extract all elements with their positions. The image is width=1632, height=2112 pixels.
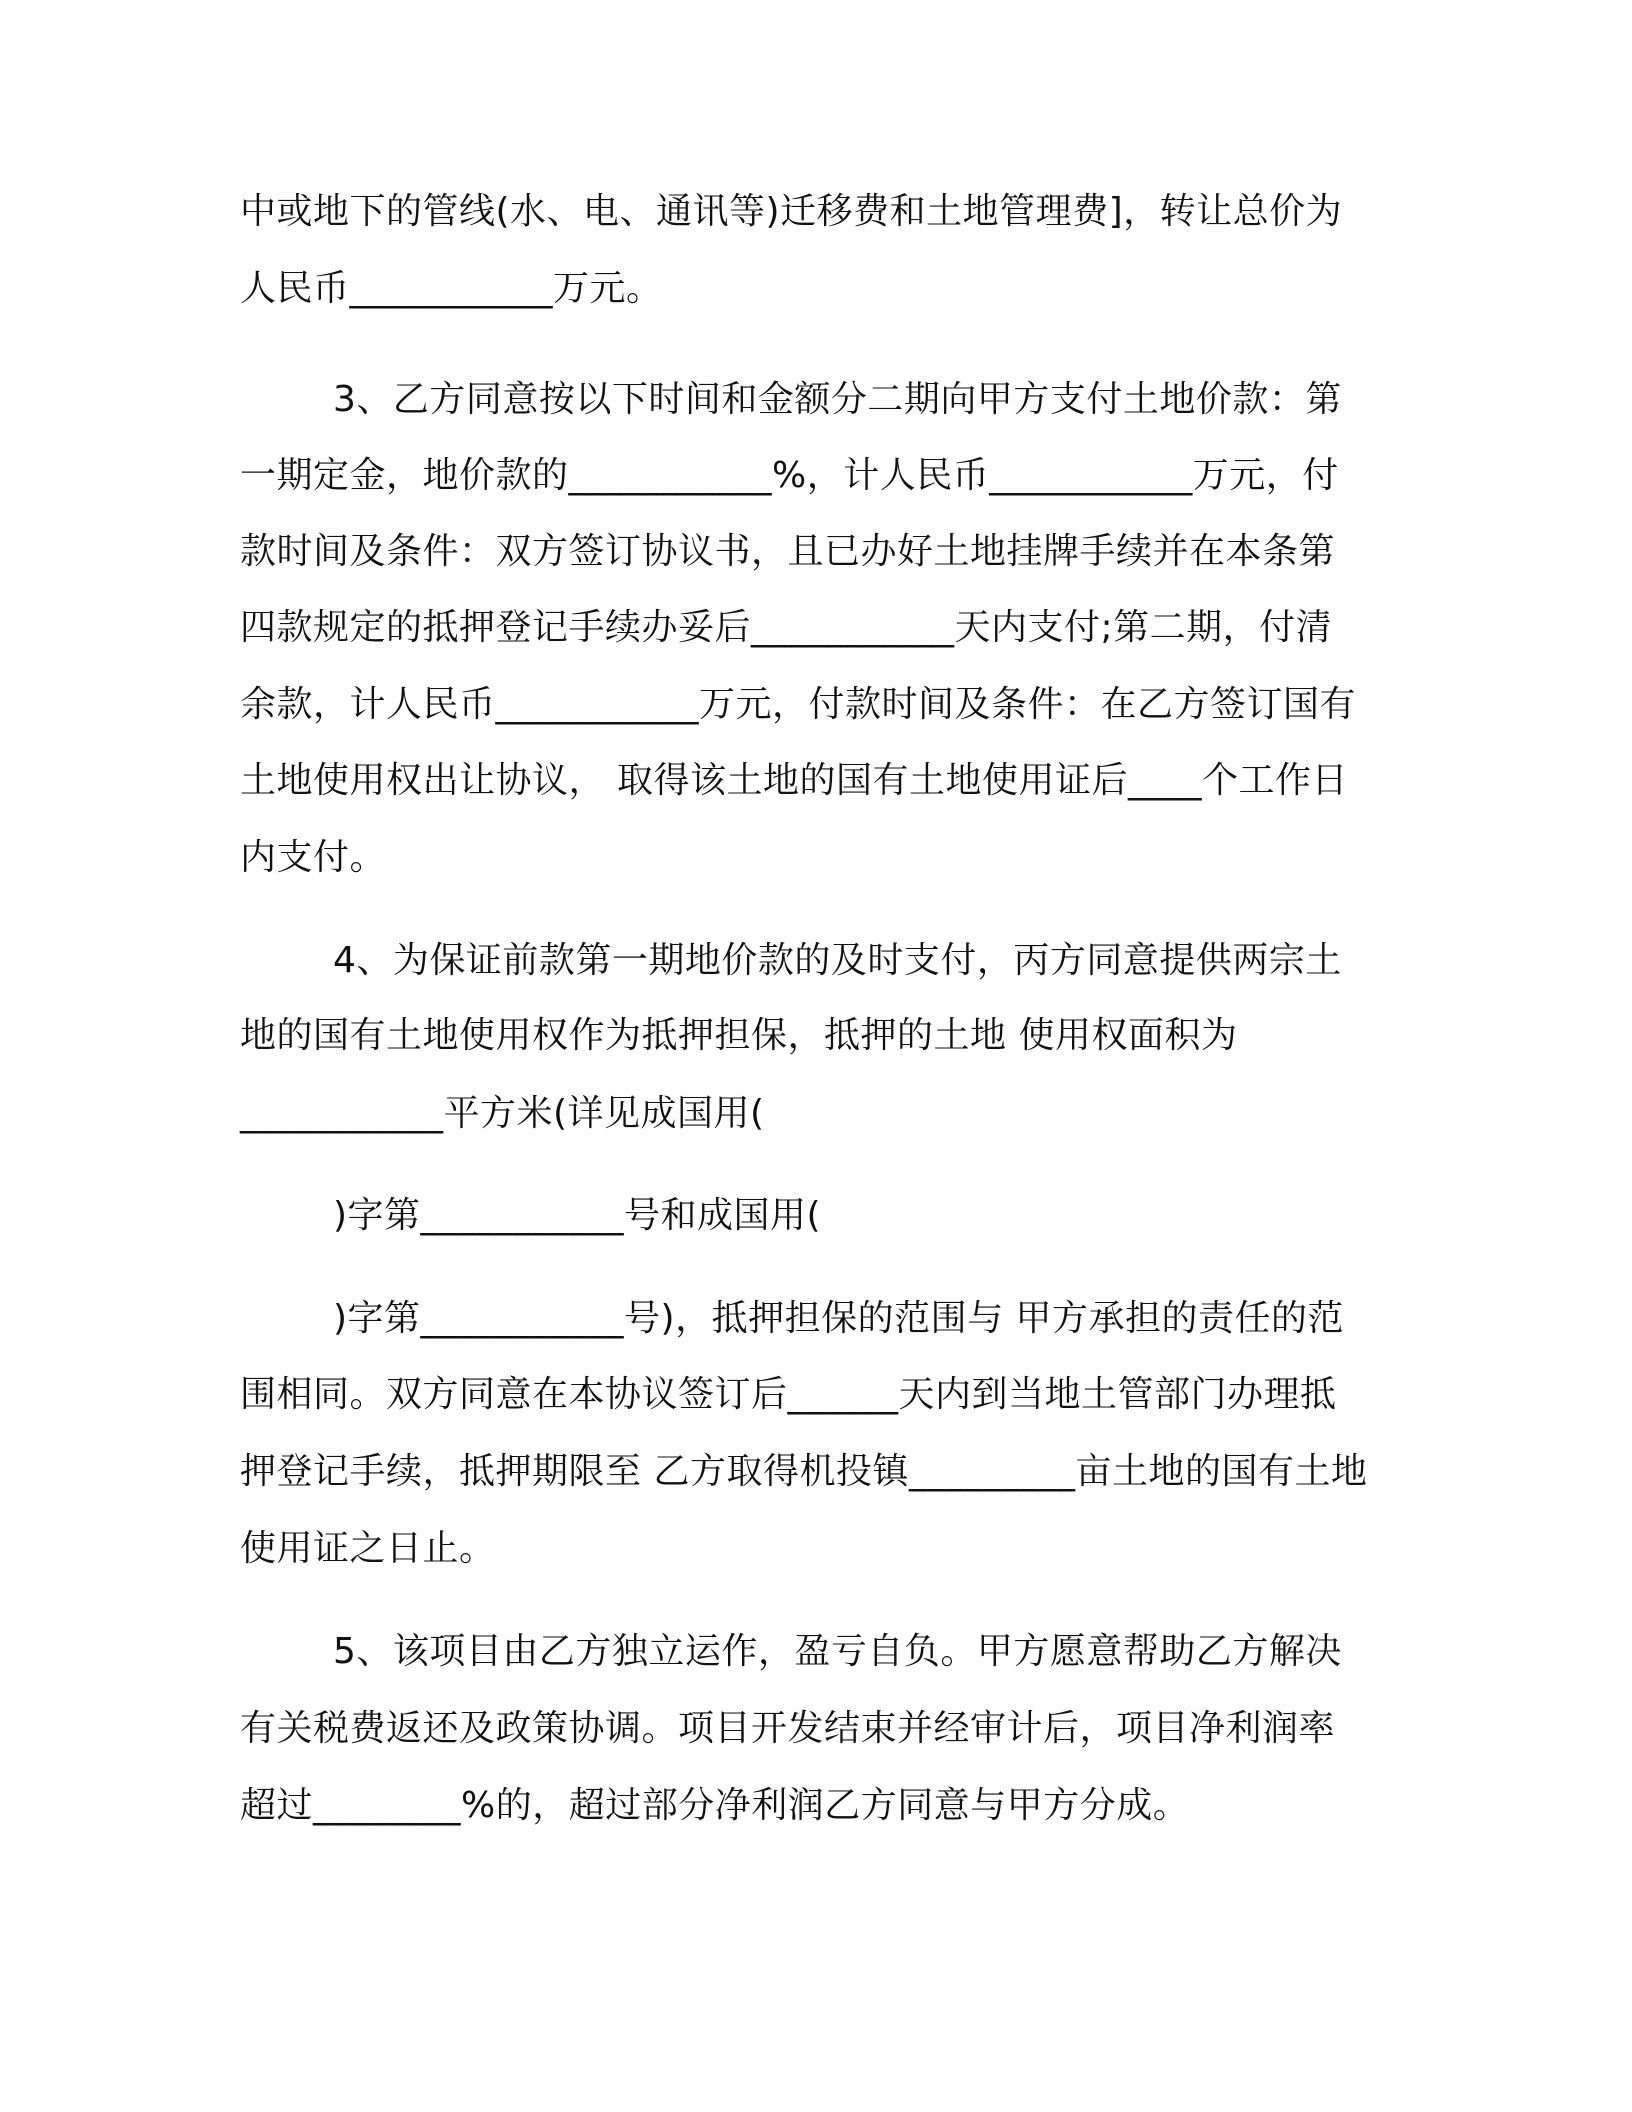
text-line: 围相同。双方同意在本协议签订后______天内到当地土管部门办理抵	[240, 1374, 1337, 1415]
text-line: 内支付。	[240, 837, 387, 878]
text-line: 余款，计人民币___________万元，付款时间及条件：在乙方签订国有	[240, 684, 1357, 725]
text-line: 人民币___________万元。	[240, 268, 663, 309]
text-line: ___________平方米(详见成国用(	[240, 1093, 765, 1134]
clause-4-start: 4、为保证前款第一期地价款的及时支付，丙方同意提供两宗土	[333, 940, 1342, 981]
text-line: 中或地下的管线(水、电、通讯等)迁移费和土地管理费]，转让总价为	[240, 191, 1343, 232]
text-line: )字第___________号和成国用(	[333, 1195, 822, 1236]
text-line: 有关税费返还及政策协调。项目开发结束并经审计后，项目净利润率	[240, 1708, 1336, 1749]
text-line: 土地使用权出让协议， 取得该土地的国有土地使用证后____个工作日	[240, 760, 1348, 801]
text-line: 使用证之日止。	[240, 1528, 496, 1569]
text-line: 押登记手续，抵押期限至 乙方取得机投镇_________亩土地的国有土地	[240, 1451, 1368, 1492]
text-line: 款时间及条件：双方签订协议书，且已办好土地挂牌手续并在本条第	[240, 531, 1336, 572]
clause-3-start: 3、乙方同意按以下时间和金额分二期向甲方支付土地价款：第	[333, 379, 1342, 420]
text-line: 超过________%的，超过部分净利润乙方同意与甲方分成。	[240, 1785, 1190, 1826]
clause-5-start: 5、该项目由乙方独立运作，盈亏自负。甲方愿意帮助乙方解决	[333, 1631, 1342, 1672]
text-line: 四款规定的抵押登记手续办妥后___________天内支付;第二期，付清	[240, 607, 1333, 648]
text-line: )字第___________号)，抵押担保的范围与 甲方承担的责任的范	[333, 1298, 1345, 1339]
text-line: 一期定金，地价款的___________%，计人民币___________万元，付	[240, 455, 1339, 496]
text-line: 地的国有土地使用权作为抵押担保，抵押的土地 使用权面积为	[240, 1015, 1238, 1056]
